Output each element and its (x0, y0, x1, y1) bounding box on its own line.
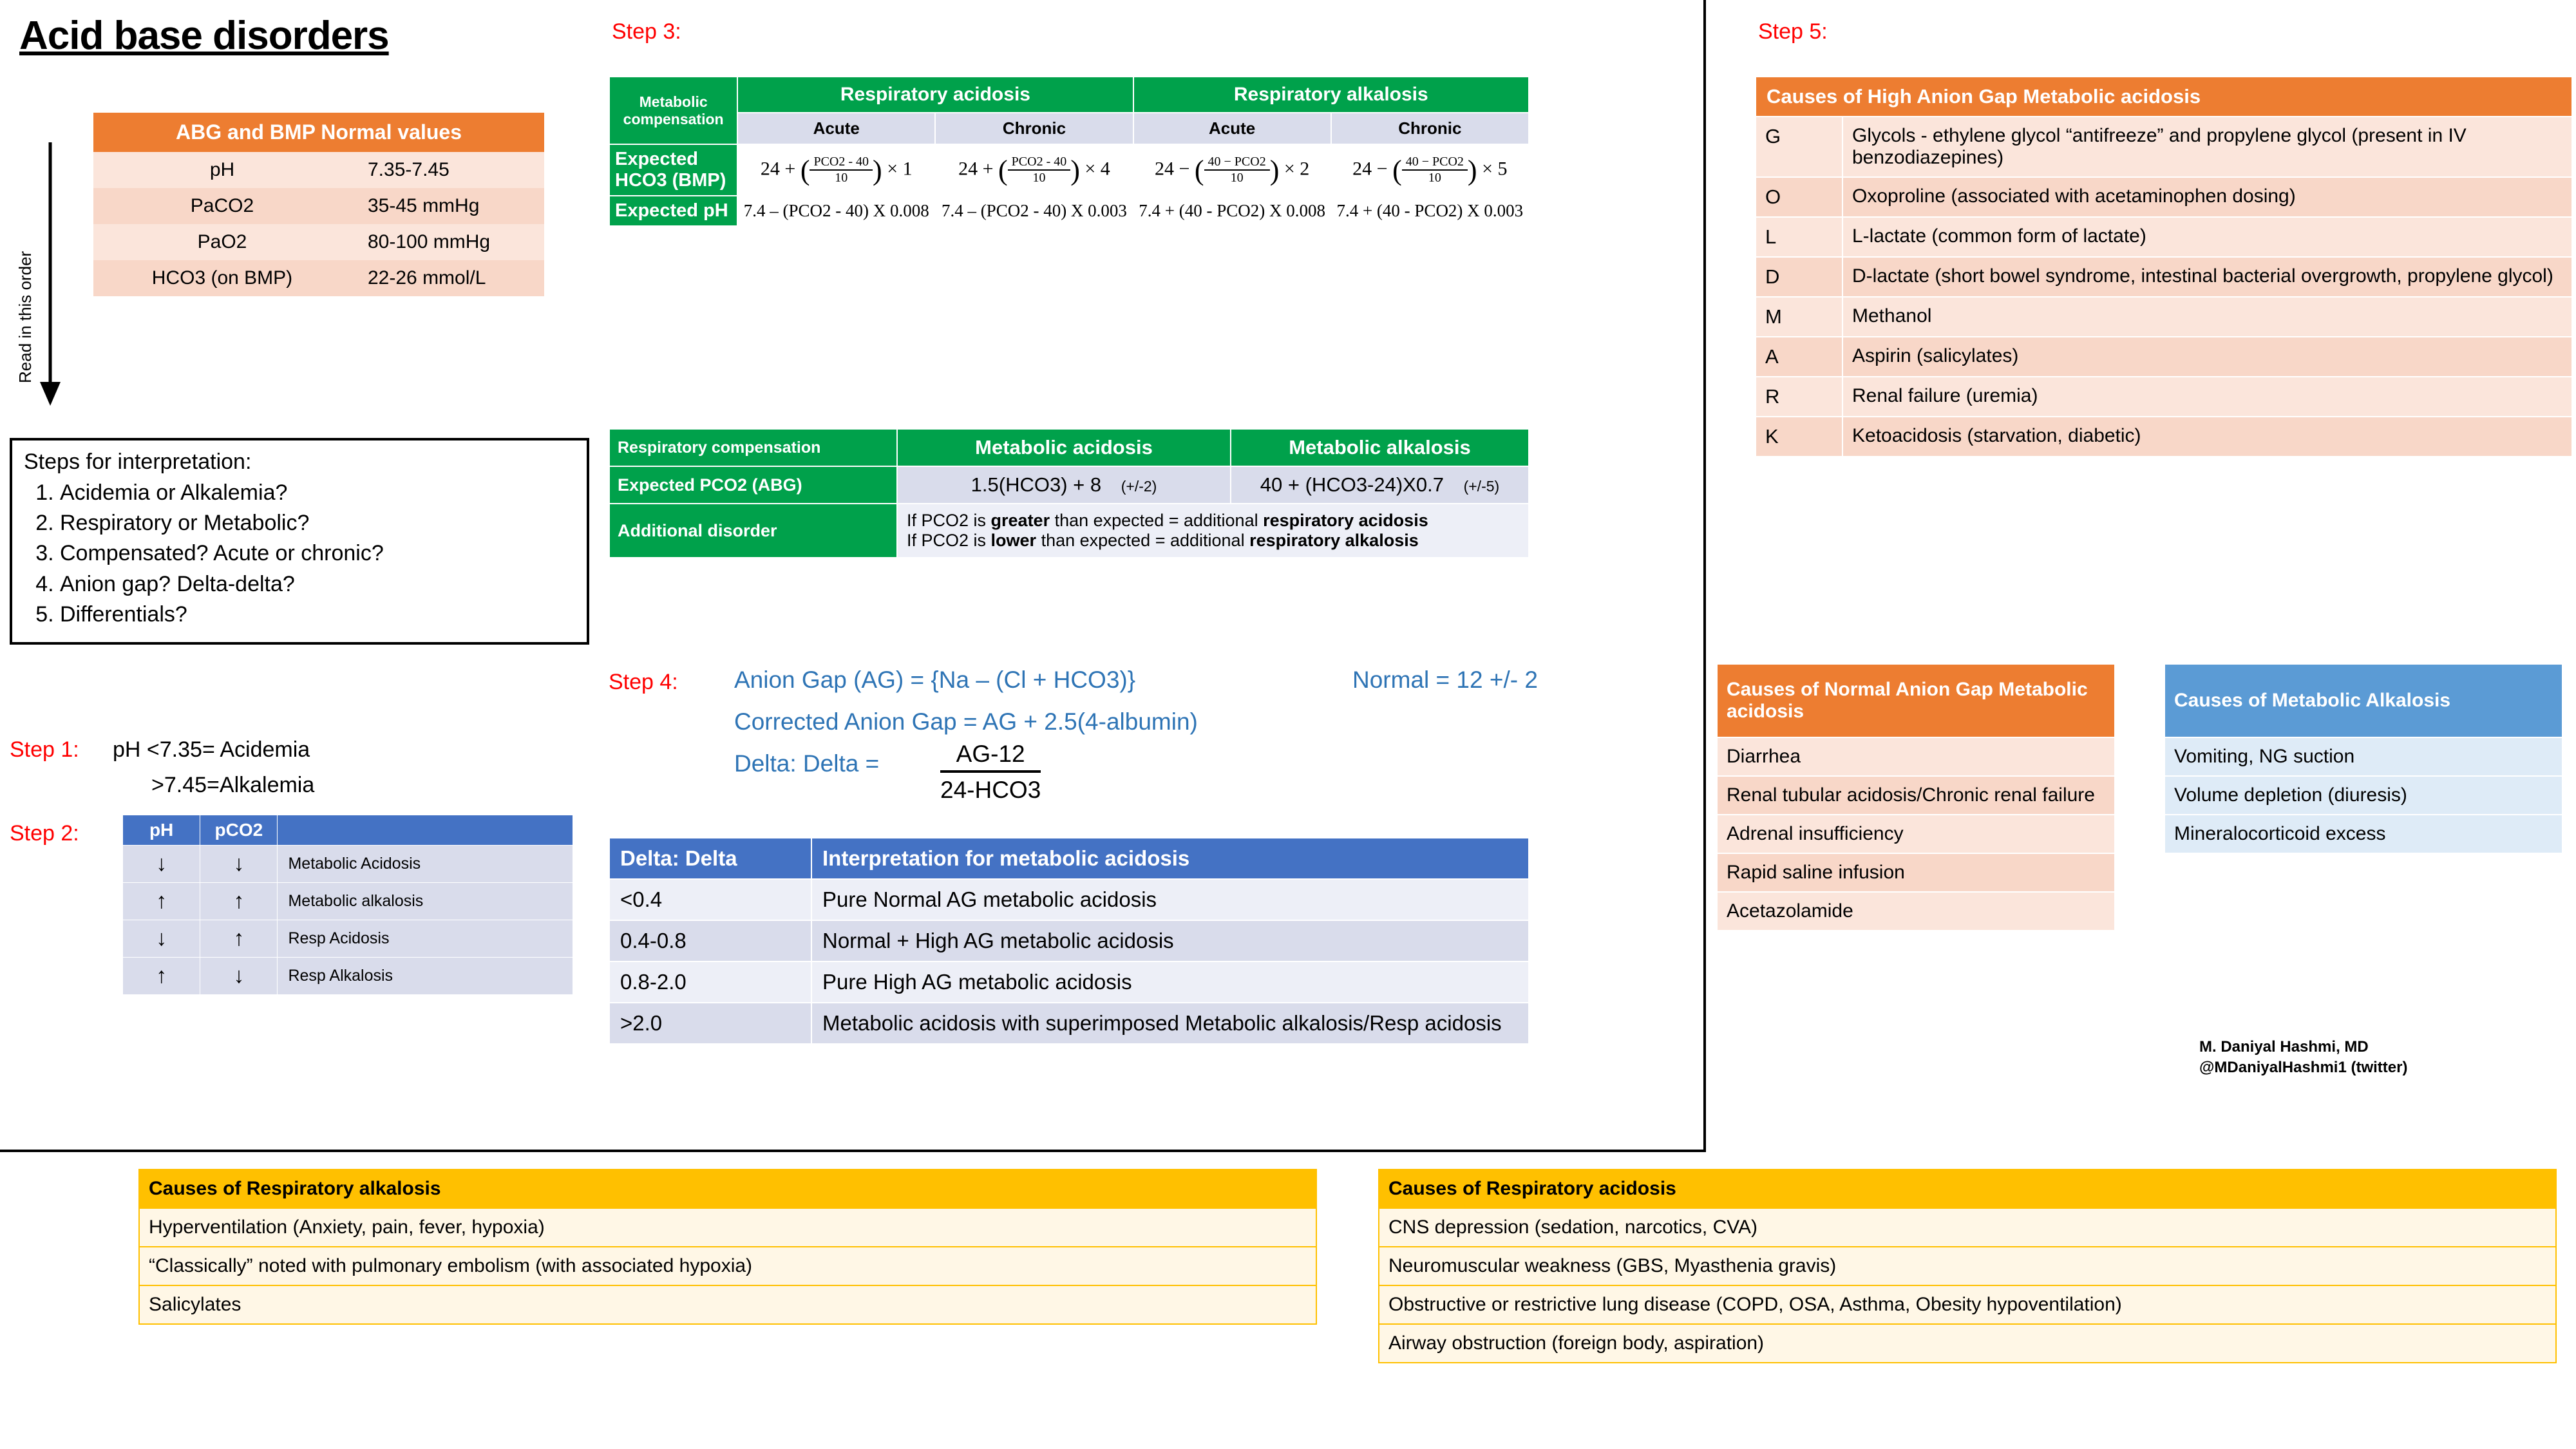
step3-corner-label: Metabolic compensation (609, 77, 737, 144)
text-pre: If PCO2 is (907, 511, 991, 530)
abg-normal-values-table (93, 113, 544, 296)
step1-label: Step 1: (10, 737, 79, 762)
author-credit (2199, 1037, 2407, 1079)
table-row (1717, 737, 2115, 776)
table-row (1379, 1285, 2556, 1324)
table-row (1717, 776, 2115, 815)
dd-interp: Pure High AG metabolic acidosis (811, 961, 1529, 1003)
nag-row: Acetazolamide (1717, 892, 2115, 931)
step2-header-blank (278, 815, 573, 846)
table-row (139, 1247, 1316, 1285)
formula-den: 10 (1230, 171, 1244, 185)
page-title: Acid base disorders (19, 14, 389, 58)
step2-disorder-name: Metabolic alkalosis (278, 883, 573, 920)
hag-text: Ketoacidosis (starvation, diabetic) (1842, 417, 2572, 457)
read-order-annotation (13, 138, 64, 409)
table-row (609, 504, 1529, 558)
respcomp-header-met-alkalosis: Metabolic alkalosis (1231, 429, 1529, 466)
list-item: 4. Anion gap? Delta-delta? (60, 570, 575, 599)
table-row (93, 188, 544, 224)
table-row (1379, 1324, 2556, 1363)
dd-interp: Metabolic acidosis with superimposed Metabolic alkalosis/Resp acidosis (811, 1003, 1529, 1044)
step3-row-label-hco3 (609, 144, 737, 196)
tolerance: (+/-5) (1463, 478, 1500, 495)
table-header-row (93, 113, 544, 152)
expected-pco2-met-acidosis (897, 466, 1231, 504)
expected-ph-chronic-acidosis: 7.4 – (PCO2 - 40) X 0.003 (935, 196, 1133, 226)
table-header-row (609, 429, 1529, 466)
table-header-row (609, 77, 1529, 113)
hag-key: O (1756, 177, 1842, 217)
down-arrow-icon (36, 138, 75, 409)
text-mid: than expected = additional (1050, 511, 1264, 530)
delta-denominator: 24-HCO3 (940, 777, 1041, 803)
formula-mult: × 5 (1482, 157, 1508, 179)
dd-range: 0.4-0.8 (609, 920, 811, 961)
list-item: 1. Acidemia or Alkalemia? (60, 478, 575, 507)
respalk-row: “Classically” noted with pulmonary embolism (with associated hypoxia) (139, 1247, 1316, 1285)
malk-row: Mineralocorticoid excess (2164, 815, 2562, 853)
hag-text: Glycols - ethylene glycol “antifreeze” and propylene glycol (present in IV benzodiazepines) (1842, 117, 2572, 177)
step3-sub-acute-1: Acute (737, 113, 935, 144)
anion-gap-formula: Anion Gap (AG) = {Na – (Cl + HCO3)} (734, 667, 1136, 693)
normal-anion-gap-value: Normal = 12 +/- 2 (1352, 667, 1538, 693)
nag-row: Adrenal insufficiency (1717, 815, 2115, 853)
table-row (609, 466, 1529, 504)
abg-label: PaO2 (93, 224, 351, 260)
author-handle: @MDaniyalHashmi1 (twitter) (2199, 1059, 2408, 1077)
table-row (123, 883, 573, 920)
respcomp-row-label-pco2: Expected PCO2 (ABG) (609, 466, 897, 504)
step2-table (122, 815, 573, 995)
step2-header-pco2: pCO2 (200, 815, 278, 846)
respiratory-acidosis-causes-table (1378, 1169, 2557, 1363)
list-item: 5. Differentials? (60, 600, 575, 629)
step3-label: Step 3: (612, 19, 681, 44)
abg-value: 7.35-7.45 (351, 152, 544, 188)
tolerance: (+/-2) (1121, 478, 1157, 495)
hag-key: A (1756, 337, 1842, 377)
step3-sub-chronic-2: Chronic (1331, 113, 1529, 144)
respalk-row: Hyperventilation (Anxiety, pain, fever, hypoxia) (139, 1208, 1316, 1247)
malk-row: Volume depletion (diuresis) (2164, 776, 2562, 815)
abg-value: 35-45 mmHg (351, 188, 544, 224)
expected-ph-acute-alkalosis: 7.4 + (40 - PCO2) X 0.008 (1133, 196, 1331, 226)
table-row (93, 224, 544, 260)
expected-hco3-chronic-alkalosis: 24 − ( $\frac{\text{40 − PCO2}}{10}$ ) × 5 (1331, 144, 1529, 196)
step2-disorder-name: Metabolic Acidosis (278, 846, 573, 883)
expected-ph-chronic-alkalosis: 7.4 + (40 - PCO2) X 0.003 (1331, 196, 1529, 226)
steps-for-interpretation-box (10, 438, 589, 645)
expected-pco2-met-alkalosis (1231, 466, 1529, 504)
malk-header: Causes of Metabolic Alkalosis (2164, 664, 2562, 737)
additional-disorder-line1 (907, 511, 1523, 531)
table-row (1756, 217, 2572, 257)
delta-delta-interpretation-table (609, 837, 1530, 1045)
dd-interp: Pure Normal AG metabolic acidosis (811, 879, 1529, 920)
step2-disorder-name: Resp Acidosis (278, 920, 573, 958)
hag-header: Causes of High Anion Gap Metabolic acidosis (1756, 77, 2572, 117)
table-row (123, 958, 573, 995)
table-row (1756, 417, 2572, 457)
respiratory-alkalosis-causes-table (138, 1169, 1317, 1325)
hag-text: Renal failure (uremia) (1842, 377, 2572, 417)
table-header-row (609, 838, 1529, 879)
table-row (1756, 337, 2572, 377)
delta-delta-label: Delta: Delta = (734, 750, 880, 777)
step2-ph-arrow: ↓ (123, 920, 200, 958)
table-row (609, 144, 1529, 196)
list-item: 3. Compensated? Acute or chronic? (60, 539, 575, 568)
high-anion-gap-causes-table (1755, 76, 2573, 457)
hag-text: D-lactate (short bowel syndrome, intestinal bacterial overgrowth, propylene glycol) (1842, 257, 2572, 297)
formula-num: PCO2 - 40 (1008, 155, 1071, 171)
step2-ph-arrow: ↓ (123, 846, 200, 883)
nag-header: Causes of Normal Anion Gap Metabolic acidosis (1717, 664, 2115, 737)
dd-range: 0.8-2.0 (609, 961, 811, 1003)
formula-base: 24 + (760, 157, 796, 179)
step2-pco2-arrow: ↓ (200, 958, 278, 995)
step2-label: Step 2: (10, 821, 79, 846)
step2-pco2-arrow: ↑ (200, 883, 278, 920)
table-row (2164, 776, 2562, 815)
table-row (609, 879, 1529, 920)
abg-value: 80-100 mmHg (351, 224, 544, 260)
step3-group-resp-acidosis: Respiratory acidosis (737, 77, 1133, 113)
table-row (1379, 1208, 2556, 1247)
formula: 1.5(HCO3) + 8 (971, 473, 1102, 496)
formula: 40 + (HCO3-24)X0.7 (1260, 473, 1444, 496)
abg-label: pH (93, 152, 351, 188)
text-bold: greater (990, 511, 1050, 530)
hag-key: D (1756, 257, 1842, 297)
table-header-row (609, 113, 1529, 144)
formula-base: 24 − (1352, 157, 1388, 179)
author-name: M. Daniyal Hashmi, MD (2199, 1038, 2369, 1056)
malk-row: Vomiting, NG suction (2164, 737, 2562, 776)
respcomp-header-met-acidosis: Metabolic acidosis (897, 429, 1231, 466)
table-row (1717, 892, 2115, 931)
formula-num: 40 − PCO2 (1204, 155, 1270, 171)
formula-num: 40 − PCO2 (1402, 155, 1468, 171)
additional-disorder-text (897, 504, 1529, 558)
hag-key: M (1756, 297, 1842, 337)
table-row (609, 961, 1529, 1003)
dd-range: <0.4 (609, 879, 811, 920)
step3-sub-acute-2: Acute (1133, 113, 1331, 144)
table-row (1756, 257, 2572, 297)
text-bold: lower (990, 531, 1037, 550)
formula-mult: × 2 (1283, 157, 1310, 179)
step1-line1: pH <7.35= Acidemia (113, 737, 310, 762)
table-row (93, 260, 544, 296)
nag-row: Renal tubular acidosis/Chronic renal failure (1717, 776, 2115, 815)
expected-hco3-chronic-acidosis: 24 + ( $\frac{\text{PCO2 - 40}}{10}$ ) × 4 (935, 144, 1133, 196)
table-row (1756, 177, 2572, 217)
expected-hco3-acute-alkalosis: 24 − ( $\frac{\text{40 − PCO2}}{10}$ ) × 2 (1133, 144, 1331, 196)
list-item: 2. Respiratory or Metabolic? (60, 509, 575, 538)
expected-hco3-acute-acidosis: 24 + ( $\frac{\text{PCO2 - 40}}{10}$ ) × 1 (737, 144, 935, 196)
table-row (123, 920, 573, 958)
table-row (1756, 117, 2572, 177)
respcomp-row-label-additional: Additional disorder (609, 504, 897, 558)
additional-disorder-line2 (907, 531, 1523, 551)
dd-header-interp: Interpretation for metabolic acidosis (811, 838, 1529, 879)
table-header-row (1756, 77, 2572, 117)
table-header-row (1717, 664, 2115, 737)
respacid-header: Causes of Respiratory acidosis (1379, 1170, 2556, 1208)
metabolic-alkalosis-causes-table (2164, 663, 2563, 854)
formula-mult: × 4 (1084, 157, 1110, 179)
respalk-row: Salicylates (139, 1285, 1316, 1324)
step3-group-resp-alkalosis: Respiratory alkalosis (1133, 77, 1529, 113)
respiratory-compensation-table (609, 428, 1530, 558)
table-row (1756, 297, 2572, 337)
abg-table-header: ABG and BMP Normal values (93, 113, 544, 152)
table-header-row (139, 1170, 1316, 1208)
table-row (1717, 815, 2115, 853)
formula-den: 10 (1032, 171, 1046, 185)
step3-row-label-ph: Expected pH (609, 196, 737, 226)
abg-label: HCO3 (on BMP) (93, 260, 351, 296)
abg-value: 22-26 mmol/L (351, 260, 544, 296)
formula-num: PCO2 - 40 (810, 155, 873, 171)
hag-key: G (1756, 117, 1842, 177)
formula-mult: × 1 (887, 157, 913, 179)
steps-box-header: Steps for interpretation: (24, 450, 252, 474)
delta-delta-fraction (940, 741, 1041, 804)
steps-list (24, 478, 575, 629)
formula-base: 24 − (1154, 157, 1190, 179)
nag-row: Diarrhea (1717, 737, 2115, 776)
step2-disorder-name: Resp Alkalosis (278, 958, 573, 995)
step2-pco2-arrow: ↑ (200, 920, 278, 958)
table-row (609, 1003, 1529, 1044)
text-pre: If PCO2 is (907, 531, 991, 550)
respacid-row: CNS depression (sedation, narcotics, CVA) (1379, 1208, 2556, 1247)
table-row (609, 196, 1529, 226)
step2-ph-arrow: ↑ (123, 883, 200, 920)
formula-base: 24 + (958, 157, 994, 179)
nag-row: Rapid saline infusion (1717, 853, 2115, 892)
hag-text: Aspirin (salicylates) (1842, 337, 2572, 377)
respacid-row: Obstructive or restrictive lung disease (COPD, OSA, Asthma, Obesity hypoventilation) (1379, 1285, 2556, 1324)
table-row (93, 152, 544, 188)
hag-text: Oxoproline (associated with acetaminophen dosing) (1842, 177, 2572, 217)
step5-label: Step 5: (1758, 19, 1828, 44)
delta-numerator: AG-12 (940, 741, 1041, 773)
hag-text: Methanol (1842, 297, 2572, 337)
text-mid: than expected = additional (1036, 531, 1250, 550)
respacid-row: Neuromuscular weakness (GBS, Myasthenia gravis) (1379, 1247, 2556, 1285)
table-row (123, 846, 573, 883)
abg-label: PaCO2 (93, 188, 351, 224)
step2-pco2-arrow: ↓ (200, 846, 278, 883)
table-row (1717, 853, 2115, 892)
table-row (1756, 377, 2572, 417)
corrected-anion-gap-formula: Corrected Anion Gap = AG + 2.5(4-albumin) (734, 708, 1198, 735)
dd-interp: Normal + High AG metabolic acidosis (811, 920, 1529, 961)
table-row (139, 1208, 1316, 1247)
normal-anion-gap-causes-table (1716, 663, 2116, 931)
formula-den: 10 (1428, 171, 1441, 185)
step3-sub-chronic-1: Chronic (935, 113, 1133, 144)
expected-ph-acute-acidosis: 7.4 – (PCO2 - 40) X 0.008 (737, 196, 935, 226)
hag-key: R (1756, 377, 1842, 417)
formula-den: 10 (835, 171, 848, 185)
step1-line2: >7.45=Alkalemia (151, 773, 315, 797)
hag-key: L (1756, 217, 1842, 257)
read-order-label: Read in this order (15, 251, 35, 383)
hag-key: K (1756, 417, 1842, 457)
row-label-text: Expected HCO3 (BMP) (615, 149, 726, 191)
step3-compensation-table (609, 76, 1530, 227)
hag-text: L-lactate (common form of lactate) (1842, 217, 2572, 257)
text-bold: respiratory alkalosis (1249, 531, 1419, 550)
dd-header-range: Delta: Delta (609, 838, 811, 879)
table-header-row (2164, 664, 2562, 737)
step2-ph-arrow: ↑ (123, 958, 200, 995)
step2-header-ph: pH (123, 815, 200, 846)
table-row (2164, 815, 2562, 853)
table-header-row (1379, 1170, 2556, 1208)
table-row (139, 1285, 1316, 1324)
respcomp-corner-label: Respiratory compensation (609, 429, 897, 466)
table-row (2164, 737, 2562, 776)
table-row (609, 920, 1529, 961)
dd-range: >2.0 (609, 1003, 811, 1044)
table-header-row (123, 815, 573, 846)
step4-label: Step 4: (609, 670, 678, 694)
respalk-header: Causes of Respiratory alkalosis (139, 1170, 1316, 1208)
text-bold: respiratory acidosis (1263, 511, 1428, 530)
respacid-row: Airway obstruction (foreign body, aspiration) (1379, 1324, 2556, 1363)
table-row (1379, 1247, 2556, 1285)
